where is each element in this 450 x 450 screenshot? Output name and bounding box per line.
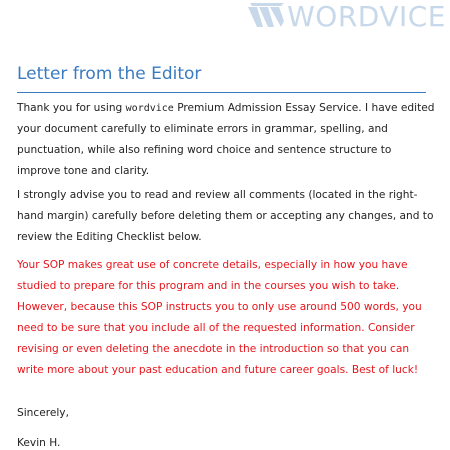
wordvice-logo-icon — [248, 3, 284, 31]
letter-closing: Sincerely, — [17, 407, 69, 419]
logo-wordmark: WORDVICE — [287, 0, 446, 33]
intro-text-start: Thank you for using — [17, 102, 126, 114]
paragraph-feedback: Your SOP makes great use of concrete details, especially in how you have studied to prepare for this program and in the courses you wish to take. However, because this SOP instructs you to only use around 500 words, you need to be sure that you include all of the requested information. Consider revising or even deleting the anecdote in the introduction so that you can write more about your past education and future career goals. Best of luck! — [17, 259, 422, 376]
wordvice-logo — [248, 0, 446, 33]
intro-text-rest: Premium Admission Essay Service. I have edited your document carefully to eliminate errors in grammar, spelling, and punctuation, while also refining word choice and sentence structure to improve tone and clarity. — [17, 102, 435, 177]
paragraph-intro — [17, 98, 437, 182]
letter-title: Letter from the Editor — [17, 64, 202, 84]
title-divider — [17, 92, 426, 93]
paragraph-advice: I strongly advise you to read and review all comments (located in the right-hand margin) carefully before deleting them or accepting any changes, and to review the Editing Checklist below. — [17, 189, 434, 243]
brand-name-inline: wordvice — [125, 103, 174, 114]
letter-signature: Kevin H. — [17, 437, 61, 449]
